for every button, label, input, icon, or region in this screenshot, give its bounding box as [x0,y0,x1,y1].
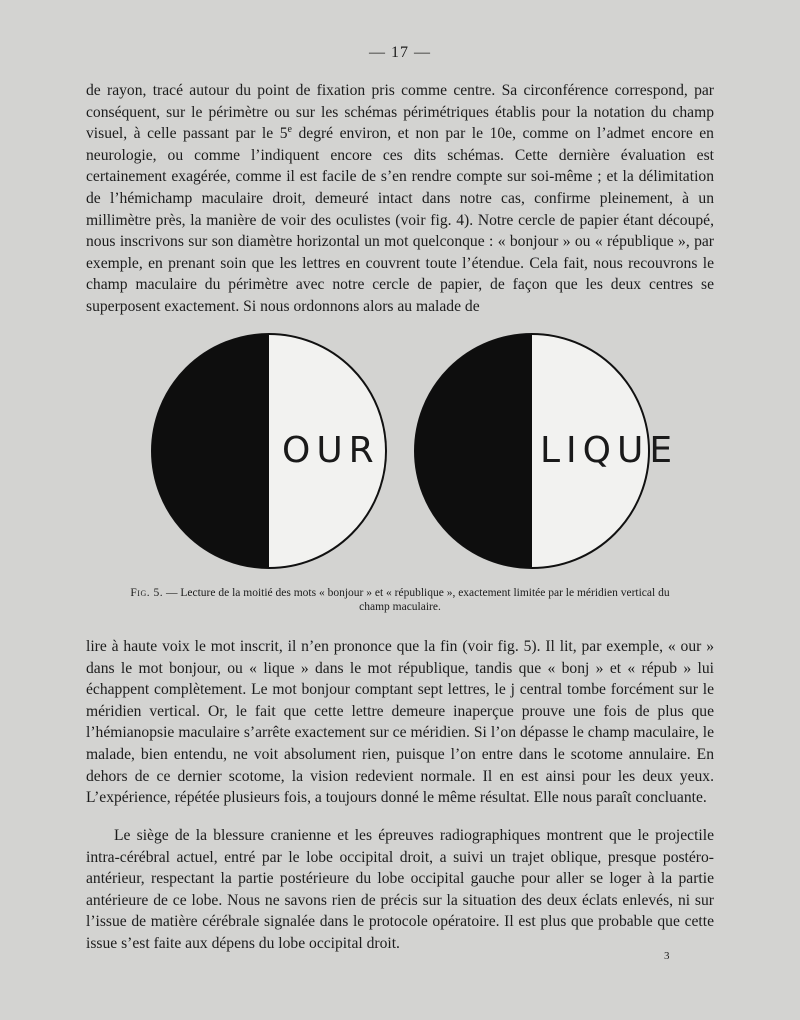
right-circle-word: LIQUE [540,430,679,471]
paragraph-1: de rayon, tracé autour du point de fixation pris comme centre. Sa circonférence correspond, par conséquent, sur le périmètre ou sur les schémas périmétriques établis pour la notation du champ visuel, à celle passant par le 5e degré environ, et non par le 10e, comme on l’admet encore en neurologie, ou comme l’indiquent encore ces dits schémas. Cette dernière évaluation est certainement exagérée, comme il est facile de s’en rendre compte sur soi-même ; et la délimitation de l’hémichamp maculaire droit, demeuré intact dans notre cas, confirme pleinement, à un millimètre près, la manière de voir des oculistes (voir fig. 4). Notre cercle de papier étant découpé, nous inscrivons sur son diamètre horizontal un mot quelconque : « bonjour » ou « république », par exemple, en prenant soin que les lettres en couvrent toute l’étendue. Cela fait, nous recouvrons le champ maculaire du périmètre avec notre cercle de papier, de façon que les deux centres se superposent exactement. Si nous ordonnons alors au malade de [86,82,714,315]
figure-5 [140,326,679,576]
figure-caption [120,586,680,614]
left-circle [152,334,386,568]
page-number: — 17 — [369,44,431,61]
right-circle-dark-half [415,334,532,568]
signature-mark: 3 [664,950,670,962]
paragraph-2: lire à haute voix le mot inscrit, il n’en prononce que la fin (voir fig. 5). Il lit, par exemple, « our » dans le mot bonjour, ou « lique » dans le mot république, tandis que « bonj » et « répub » lui échappent complètement. Le mot bonjour comptant sept lettres, le j central tombe forcément sur le méridien vertical. Or, le fait que cette lettre demeure inaperçue prouve une fois de plus que l’hémianopsie maculaire s’arrête exactement sur ce méridien. Si l’on dépasse le champ maculaire, le malade, bien entendu, ne voit absolument rien, puisque l’on entre dans le scotome annulaire. En dehors de ce dernier scotome, la vision redevient normale. Il en est ainsi pour les deux yeux. L’expérience, répétée plusieurs fois, a toujours donné le même résultat. Elle nous paraît concluante. [86,638,714,807]
caption-text: — Lecture de la moitié des mots « bonjour » et « république », exactement limitée par le méridien vertical du champ maculaire. [165,587,670,613]
figure-5-drawing [140,326,679,576]
caption-label: Fig. 5. [130,587,164,599]
left-circle-word: OUR [282,430,380,471]
right-circle [415,334,678,568]
left-circle-dark-half [152,334,269,568]
paragraph-3: Le siège de la blessure cranienne et les épreuves radiographiques montrent que le projectile intra-cérébral actuel, entré par le lobe occipital droit, a suivi un trajet oblique, presque postéro-antérieur, respectant la partie postérieure du lobe occipital gauche pour aller se loger à la partie antérieure de ce lobe. Nous ne savons rien de précis sur la situation des deux éclats enlevés, ni sur l’issue de matière cérébrale signalée dans le protocole opératoire. Il est plus que probable que cette issue s’est faite aux dépens du lobe occipital droit. [86,827,714,952]
